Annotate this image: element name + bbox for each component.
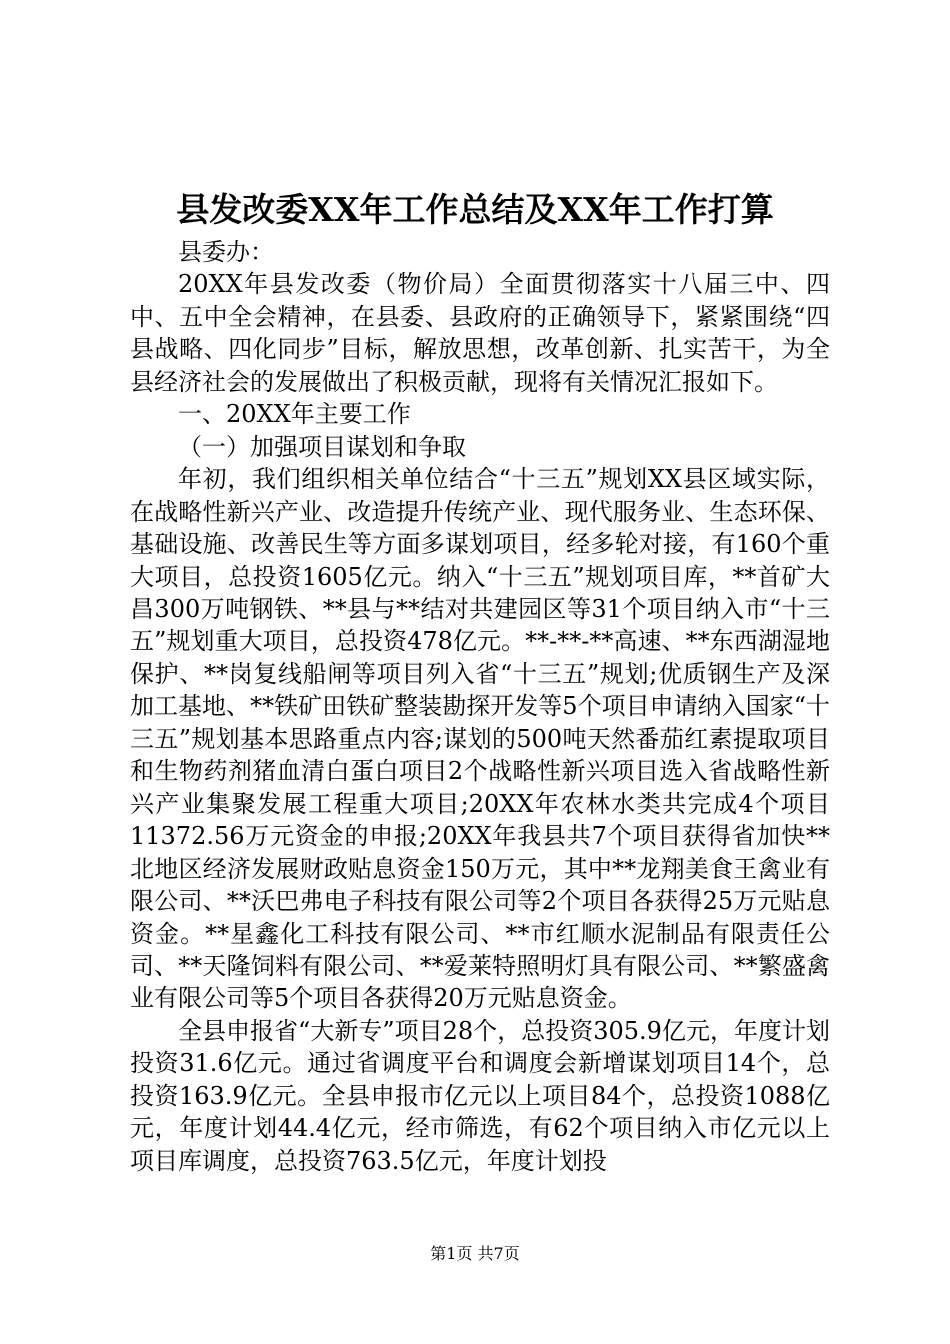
salutation: 县委办： [178, 238, 274, 266]
page-footer: 第1页 共7页 [430, 1244, 520, 1263]
subsection-heading: （一）加强项目谋划和争取 [178, 432, 466, 461]
section-heading: 一、20XX年主要工作 [178, 400, 411, 429]
body-paragraph: 年初，我们组织相关单位结合“十三五”规划XX县区域实际，在战略性新兴产业、改造提升传统产业、现代服务业、生态环保、基础设施、改善民生等方面多谋划项目，经多轮对接，有160个重大项目，总投资1605亿元。纳入“十三五”规划项目库，**首矿大昌300万吨钢铁、**县与**结对共建园区等31个项目纳入市“十三五”规划重大项目，总投资478亿元。**-**-**高速、**东西湖湿地保护、**岗复线船闸等项目列入省“十三五”规划;优质钢生产及深加工基地、**铁矿田铁矿整装勘探开发等5个项目申请纳入国家“十三五”规划基本思路重点内容;谋划的500吨天然番茄红素提取项目和生物药剂猪血清白蛋白项目2个战略性新兴项目选入省战略性新兴产业集聚发展工程重大项目;20XX年农林水类共完成4个项目11372.56万元资金的申报;20XX年我县共7个项目获得省加快**北地区经济发展财政贴息资金150万元，其中**龙翔美食王禽业有限公司、**沃巴弗电子科技有限公司等2个项目各获得25万元贴息资金。**星鑫化工科技有限公司、**市红顺水泥制品有限责任公司、**天隆饲料有限公司、**爱莱特照明灯具有限公司、**繁盛禽业有限公司等5个项目各获得20万元贴息资金。 [130, 465, 830, 1013]
intro-paragraph: 20XX年县发改委（物价局）全面贯彻落实十八届三中、四中、五中全会精神，在县委、县政府的正确领导下，紧紧围绕“四县战略、四化同步”目标，解放思想，改革创新、扎实苦干，为全县经济社会的发展做出了积极贡献，现将有关情况汇报如下。 [130, 270, 830, 396]
body-paragraph: 全县申报省“大新专”项目28个，总投资305.9亿元，年度计划投资31.6亿元。通过省调度平台和调度会新增谋划项目14个，总投资163.9亿元。全县申报市亿元以上项目84个，总投资1088亿元，年度计划44.4亿元，经市筛选，有62个项目纳入市亿元以上项目库调度，总投资763.5亿元，年度计划投 [130, 1016, 830, 1175]
document-title: 县发改委XX年工作总结及XX年工作打算 [176, 190, 774, 229]
document-body [130, 236, 830, 1177]
